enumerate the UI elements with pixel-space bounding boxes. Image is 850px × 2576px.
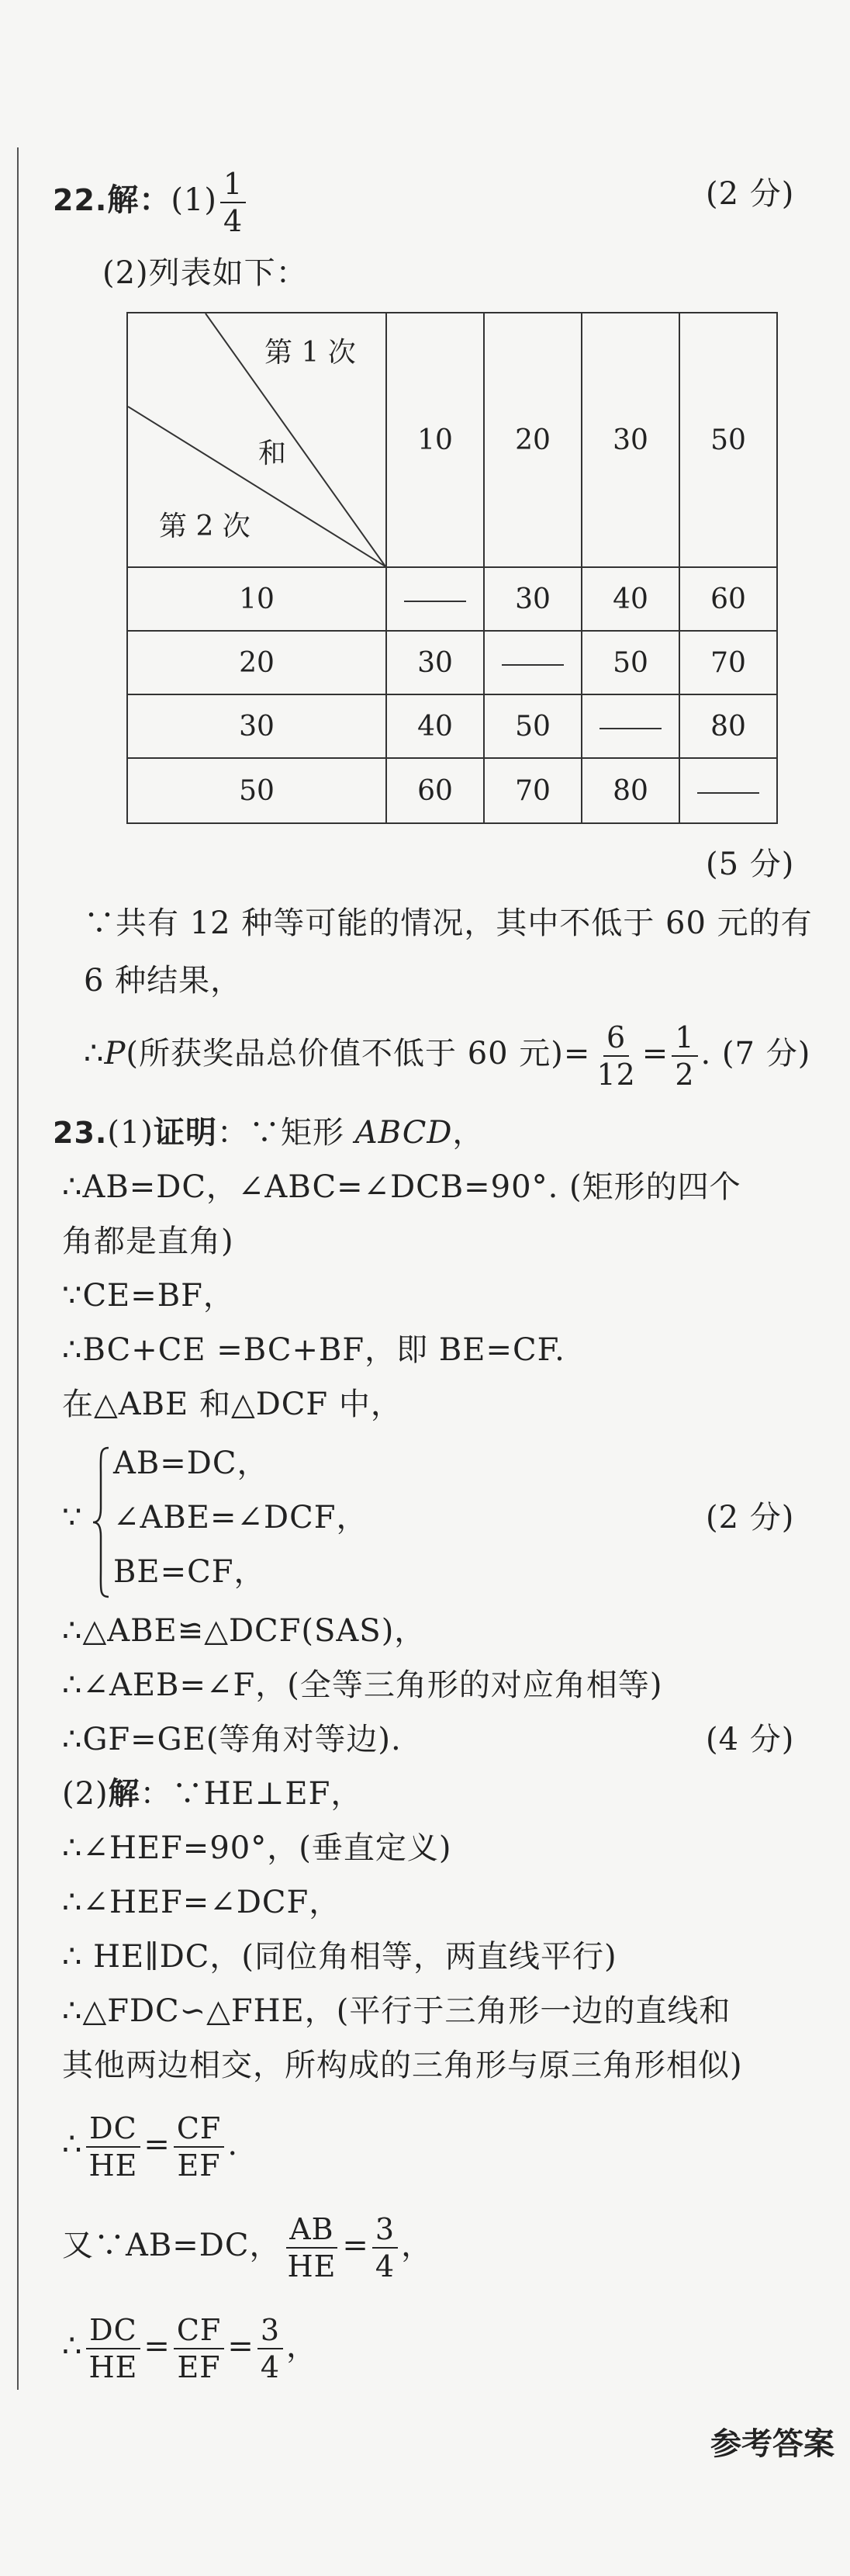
given-text: ：∵矩形 bbox=[217, 1115, 355, 1151]
proof-line: ∴∠AEB=∠F，(全等三角形的对应角相等) bbox=[62, 1667, 663, 1703]
fraction-ab-he bbox=[284, 2211, 339, 2284]
q22-table-score: (5 分) bbox=[706, 847, 795, 882]
q23-part2-intro bbox=[62, 1775, 362, 1813]
proof-line: ∴ HE∥DC，(同位角相等，两直线平行) bbox=[62, 1939, 617, 1975]
table-corner-cell bbox=[127, 313, 386, 567]
equals: = bbox=[143, 2328, 171, 2364]
frac-num: DC bbox=[86, 2312, 140, 2349]
equals: = bbox=[143, 2127, 171, 2162]
therefore-symbol: ∴ bbox=[62, 2127, 83, 2162]
table-cell-dash bbox=[484, 631, 582, 694]
comma: ， bbox=[401, 2228, 434, 2263]
fraction-3-4 bbox=[372, 2211, 398, 2284]
row-header: 20 bbox=[127, 631, 386, 694]
frac-num: 3 bbox=[257, 2312, 283, 2349]
row-header: 30 bbox=[127, 694, 386, 758]
frac-num: 1 bbox=[672, 1020, 697, 1057]
table-cell: 40 bbox=[386, 694, 484, 758]
prob-event: (所获奖品总价值不低于 60 元)= bbox=[126, 1036, 591, 1072]
system-eq-1: AB=DC， bbox=[113, 1446, 269, 1481]
ratio-line-3 bbox=[62, 2312, 318, 2385]
proof-line: ∴GF=GE(等角对等边). bbox=[62, 1722, 402, 1757]
proof-label: 证明 bbox=[154, 1114, 217, 1151]
q23-number: 23. bbox=[53, 1116, 108, 1150]
period: . bbox=[227, 2127, 239, 2162]
therefore-symbol: ∴ bbox=[84, 1036, 105, 1072]
proof-line: 在△ABE 和△DCF 中， bbox=[62, 1387, 403, 1422]
frac-num: CF bbox=[174, 2110, 224, 2148]
table-cell: 30 bbox=[386, 631, 484, 694]
col-header: 50 bbox=[679, 313, 777, 567]
fraction-3-4 bbox=[257, 2312, 283, 2385]
frac-num: DC bbox=[86, 2110, 140, 2148]
ratio-line-2 bbox=[62, 2211, 433, 2284]
page-footer-label: 参考答案 bbox=[710, 2426, 834, 2462]
given-perpendicular: ：∵HE⊥EF， bbox=[140, 1776, 363, 1812]
q22-part1-score: (2 分) bbox=[706, 176, 795, 212]
q23-intro bbox=[53, 1114, 484, 1151]
proof-line: ∴BC+CE =BC+BF，即 BE=CF. bbox=[62, 1332, 565, 1368]
therefore-symbol: ∴ bbox=[62, 2328, 83, 2364]
table-cell-dash bbox=[679, 758, 777, 823]
frac-den: HE bbox=[88, 2148, 138, 2183]
equals: = bbox=[641, 1036, 669, 1072]
table-row bbox=[127, 694, 777, 758]
prob-symbol: P bbox=[104, 1036, 126, 1072]
frac-den: HE bbox=[287, 2249, 337, 2283]
table-cell: 60 bbox=[386, 758, 484, 823]
solution-label: 解 bbox=[108, 1775, 140, 1812]
table-cell: 50 bbox=[484, 694, 582, 758]
header-sum: 和 bbox=[258, 438, 287, 469]
frac-den: 4 bbox=[375, 2249, 396, 2283]
row-header: 10 bbox=[127, 567, 386, 631]
fraction-6-12 bbox=[593, 1020, 638, 1092]
proof-line: ∵CE=BF， bbox=[62, 1278, 235, 1314]
proof-line: ∴AB=DC，∠ABC=∠DCB=90°. (矩形的四个 bbox=[62, 1169, 741, 1205]
table-cell: 80 bbox=[679, 694, 777, 758]
table-cell-dash bbox=[386, 567, 484, 631]
frac-num: 1 bbox=[220, 166, 246, 203]
row-header: 50 bbox=[127, 758, 386, 823]
comma: ， bbox=[452, 1115, 485, 1151]
fraction-cf-ef bbox=[174, 2312, 224, 2385]
fraction-dc-he bbox=[85, 2312, 140, 2385]
left-brace-icon bbox=[92, 1445, 112, 1600]
proof-line: 角都是直角) bbox=[62, 1224, 234, 1259]
equals: = bbox=[342, 2228, 369, 2263]
comma: ， bbox=[286, 2328, 319, 2364]
proof-line: 其他两边相交，所构成的三角形与原三角形相似) bbox=[62, 2048, 743, 2083]
col-header: 30 bbox=[582, 313, 679, 567]
frac-num: 6 bbox=[603, 1020, 629, 1057]
system-eq-2: ∠ABE=∠DCF， bbox=[113, 1500, 368, 1536]
rectangle-name: ABCD bbox=[354, 1115, 453, 1151]
frac-num: CF bbox=[174, 2312, 224, 2349]
table-row bbox=[127, 567, 777, 631]
equals: = bbox=[227, 2328, 254, 2364]
q22-jie: 解： bbox=[107, 182, 171, 218]
proof-line: ∴△ABE≌△DCF(SAS)， bbox=[62, 1613, 427, 1649]
frac-num: 3 bbox=[372, 2211, 398, 2249]
fraction-cf-ef bbox=[174, 2110, 224, 2183]
proof-line: ∴△FDC∽△FHE，(平行于三角形一边的直线和 bbox=[62, 1993, 731, 2029]
table-cell: 60 bbox=[679, 567, 777, 631]
proof-line: ∴∠HEF=∠DCF， bbox=[62, 1885, 341, 1920]
frac-den: EF bbox=[177, 2350, 221, 2384]
frac-den: 4 bbox=[223, 204, 244, 238]
outcome-table bbox=[126, 312, 778, 824]
table-cell: 30 bbox=[484, 567, 582, 631]
q22-part1-fraction bbox=[220, 166, 246, 239]
header-first-draw: 第 1 次 bbox=[264, 337, 356, 369]
fraction-1-2 bbox=[672, 1020, 697, 1092]
header-second-draw: 第 2 次 bbox=[159, 511, 251, 542]
frac-den: 2 bbox=[675, 1058, 695, 1092]
ratio-line-1 bbox=[62, 2110, 238, 2183]
table-cell: 70 bbox=[679, 631, 777, 694]
q22-part1-line bbox=[53, 166, 249, 239]
q22-number: 22. bbox=[53, 183, 108, 217]
proof-line: ∴∠HEF=90°，(垂直定义) bbox=[62, 1830, 452, 1866]
frac-den: 12 bbox=[596, 1058, 636, 1092]
q23-part1-label: (1) bbox=[107, 1115, 154, 1151]
table-row bbox=[127, 758, 777, 823]
system-eq-3: BE=CF， bbox=[113, 1554, 266, 1590]
col-header: 20 bbox=[484, 313, 582, 567]
q23-score-2: (2 分) bbox=[706, 1500, 795, 1536]
table-cell: 80 bbox=[582, 758, 679, 823]
left-margin-rule bbox=[17, 147, 19, 2390]
fraction-dc-he bbox=[85, 2110, 140, 2183]
table-cell: 70 bbox=[484, 758, 582, 823]
col-header: 10 bbox=[386, 313, 484, 567]
table-cell-dash bbox=[582, 694, 679, 758]
table-row bbox=[127, 631, 777, 694]
frac-den: HE bbox=[88, 2350, 138, 2384]
q22-reason-line1: ∵共有 12 种等可能的情况，其中不低于 60 元的有 bbox=[84, 905, 813, 941]
table-cell: 50 bbox=[582, 631, 679, 694]
frac-den: 4 bbox=[260, 2350, 281, 2384]
system-prefix: ∵ bbox=[62, 1500, 83, 1536]
q23-part2-label: (2) bbox=[62, 1776, 109, 1812]
q22-conclusion bbox=[84, 1020, 810, 1092]
table-cell: 40 bbox=[582, 567, 679, 631]
q22-reason-line2: 6 种结果， bbox=[84, 963, 243, 999]
also-given: 又∵AB=DC， bbox=[62, 2228, 282, 2263]
frac-num: AB bbox=[286, 2211, 337, 2249]
q22-final-score: . (7 分) bbox=[700, 1036, 811, 1072]
frac-den: EF bbox=[177, 2148, 221, 2183]
q22-part1-label: (1) bbox=[171, 182, 217, 218]
q23-score-4: (4 分) bbox=[706, 1722, 795, 1757]
q22-part2-intro: (2)列表如下： bbox=[102, 255, 308, 291]
